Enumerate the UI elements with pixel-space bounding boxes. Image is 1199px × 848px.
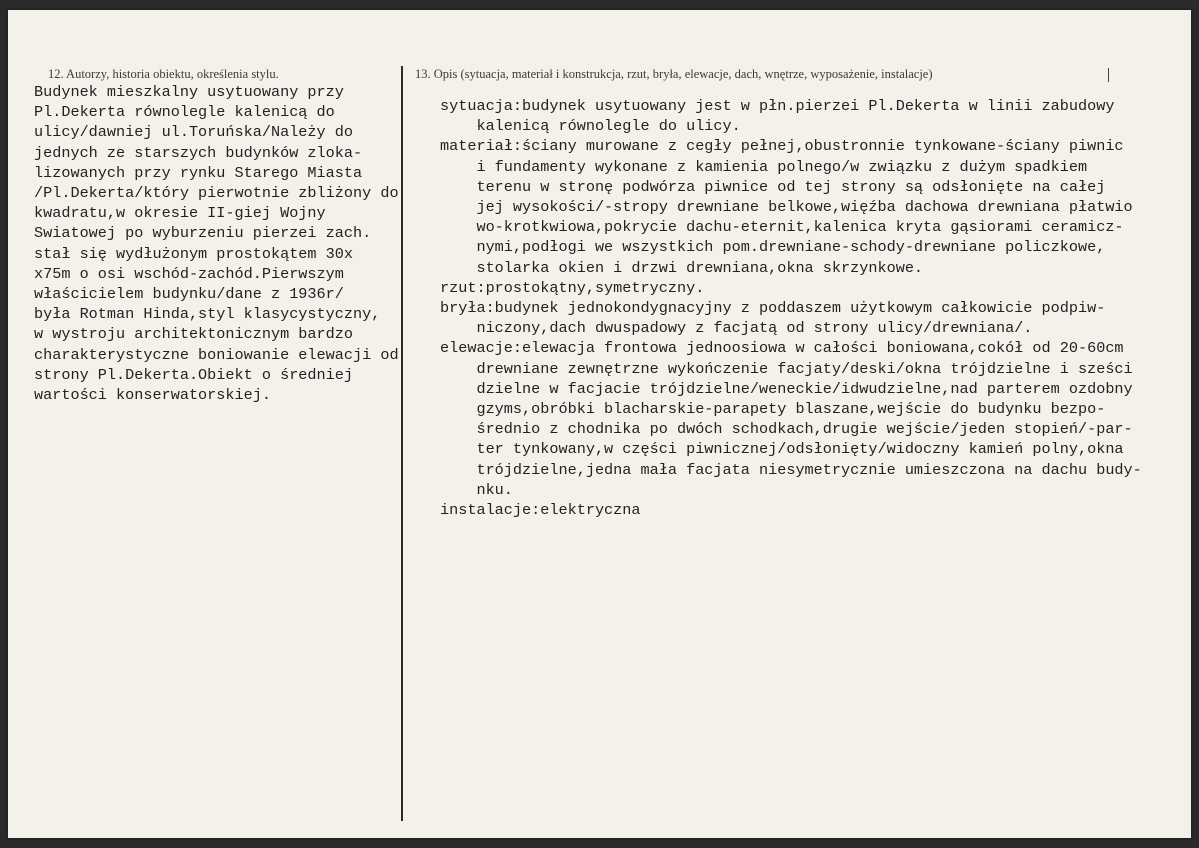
history-text-line: kwadratu,w okresie II-giej Wojny bbox=[34, 204, 326, 223]
description-text-line: rzut:prostokątny,symetryczny. bbox=[440, 278, 705, 297]
history-text-line: lizowanych przy rynku Starego Miasta bbox=[34, 163, 363, 182]
history-text-line: w wystroju architektonicznym bardzo bbox=[34, 325, 353, 344]
history-text-line: Budynek mieszkalny usytuowany przy bbox=[34, 83, 344, 101]
history-text-line: x75m o osi wschód-zachód.Pierwszym bbox=[34, 264, 344, 283]
description-text-line: stolarka okien i drzwi drewniana,okna skrzynkowe. bbox=[440, 258, 924, 277]
description-text-line: jej wysokości/-stropy drewniane belkowe,więźba dachowa drewniana płatwio bbox=[440, 198, 1133, 217]
description-text-line: i fundamenty wykonane z kamienia polnego/w związku z dużym spadkiem bbox=[440, 157, 1088, 176]
history-text-line: właścicielem budynku/dane z 1936r/ bbox=[34, 285, 344, 304]
column-divider bbox=[401, 66, 403, 821]
description-text-line: wo-krotkwiowa,pokrycie dachu-eternit,kalenica kryta gąsiorami ceramicz- bbox=[440, 218, 1124, 237]
description-text-line: trójdzielne,jedna mała facjata niesymetrycznie umieszczona na dachu budy- bbox=[440, 460, 1142, 479]
history-text-line: jednych ze starszych budynków zloka- bbox=[34, 143, 363, 162]
history-text-line: strony Pl.Dekerta.Obiekt o średniej bbox=[34, 365, 353, 384]
margin-tick-mark bbox=[1108, 68, 1109, 82]
section-13-header: 13. Opis (sytuacja, materiał i konstrukcja, rzut, bryła, elewacje, dach, wnętrze, wyposażenie, instalacje) bbox=[415, 67, 933, 81]
description-text-line: bryła:budynek jednokondygnacyjny z poddaszem użytkowym całkowicie podpiw- bbox=[440, 299, 1106, 318]
description-text-line: kalenicą równolegle do ulicy. bbox=[440, 117, 741, 136]
history-text-line: Pl.Dekerta równolegle kalenicą do bbox=[34, 103, 335, 122]
description-text-block bbox=[440, 96, 1142, 520]
history-text-line: Swiatowej po wyburzeniu pierzei zach. bbox=[34, 224, 372, 243]
description-text-line: średnio z chodnika po dwóch schodkach,drugie wejście/jeden stopień/-par- bbox=[440, 420, 1133, 439]
description-text-line: nku. bbox=[440, 480, 513, 499]
history-text-line: ulicy/dawniej ul.Toruńska/Należy do bbox=[34, 123, 353, 142]
description-text-line: nymi,podłogi we wszystkich pom.drewniane-schody-drewniane policzkowe, bbox=[440, 238, 1106, 257]
section-12-header: 12. Autorzy, historia obiektu, określenia stylu. bbox=[48, 67, 279, 81]
description-text-line: elewacje:elewacja frontowa jednoosiowa w całości boniowana,cokół od 20-60cm bbox=[440, 339, 1124, 358]
description-text-line: dzielne w facjacie trójdzielne/weneckie/idwudzielne,nad parterem ozdobny bbox=[440, 379, 1133, 398]
history-text-block bbox=[34, 82, 399, 405]
history-text-line: /Pl.Dekerta/który pierwotnie zbliżony do bbox=[34, 184, 399, 203]
description-text-line: instalacje:elektryczna bbox=[440, 501, 641, 520]
description-text-line: materiał:ściany murowane z cegły pełnej,obustronnie tynkowane-ściany piwnic bbox=[440, 137, 1124, 156]
description-text-line: sytuacja:budynek usytuowany jest w płn.pierzei Pl.Dekerta w linii zabudowy bbox=[440, 97, 1115, 115]
description-text-line: ter tynkowany,w części piwnicznej/odsłonięty/widoczny kamień polny,okna bbox=[440, 440, 1124, 459]
document-card bbox=[8, 10, 1191, 838]
history-text-line: charakterystyczne boniowanie elewacji od bbox=[34, 345, 399, 364]
description-text-line: terenu w stronę podwórza piwnice od tej strony są odsłonięte na całej bbox=[440, 177, 1106, 196]
history-text-line: była Rotman Hinda,styl klasycystyczny, bbox=[34, 305, 381, 324]
description-text-line: drewniane zewnętrzne wykończenie facjaty/deski/okna trójdzielne i sześci bbox=[440, 359, 1133, 378]
description-text-line: niczony,dach dwuspadowy z facjatą od strony ulicy/drewniana/. bbox=[440, 319, 1033, 338]
description-text-line: gzyms,obróbki blacharskie-parapety blaszane,wejście do budynku bezpo- bbox=[440, 400, 1106, 419]
history-text-line: stał się wydłużonym prostokątem 30x bbox=[34, 244, 353, 263]
history-text-line: wartości konserwatorskiej. bbox=[34, 386, 271, 405]
